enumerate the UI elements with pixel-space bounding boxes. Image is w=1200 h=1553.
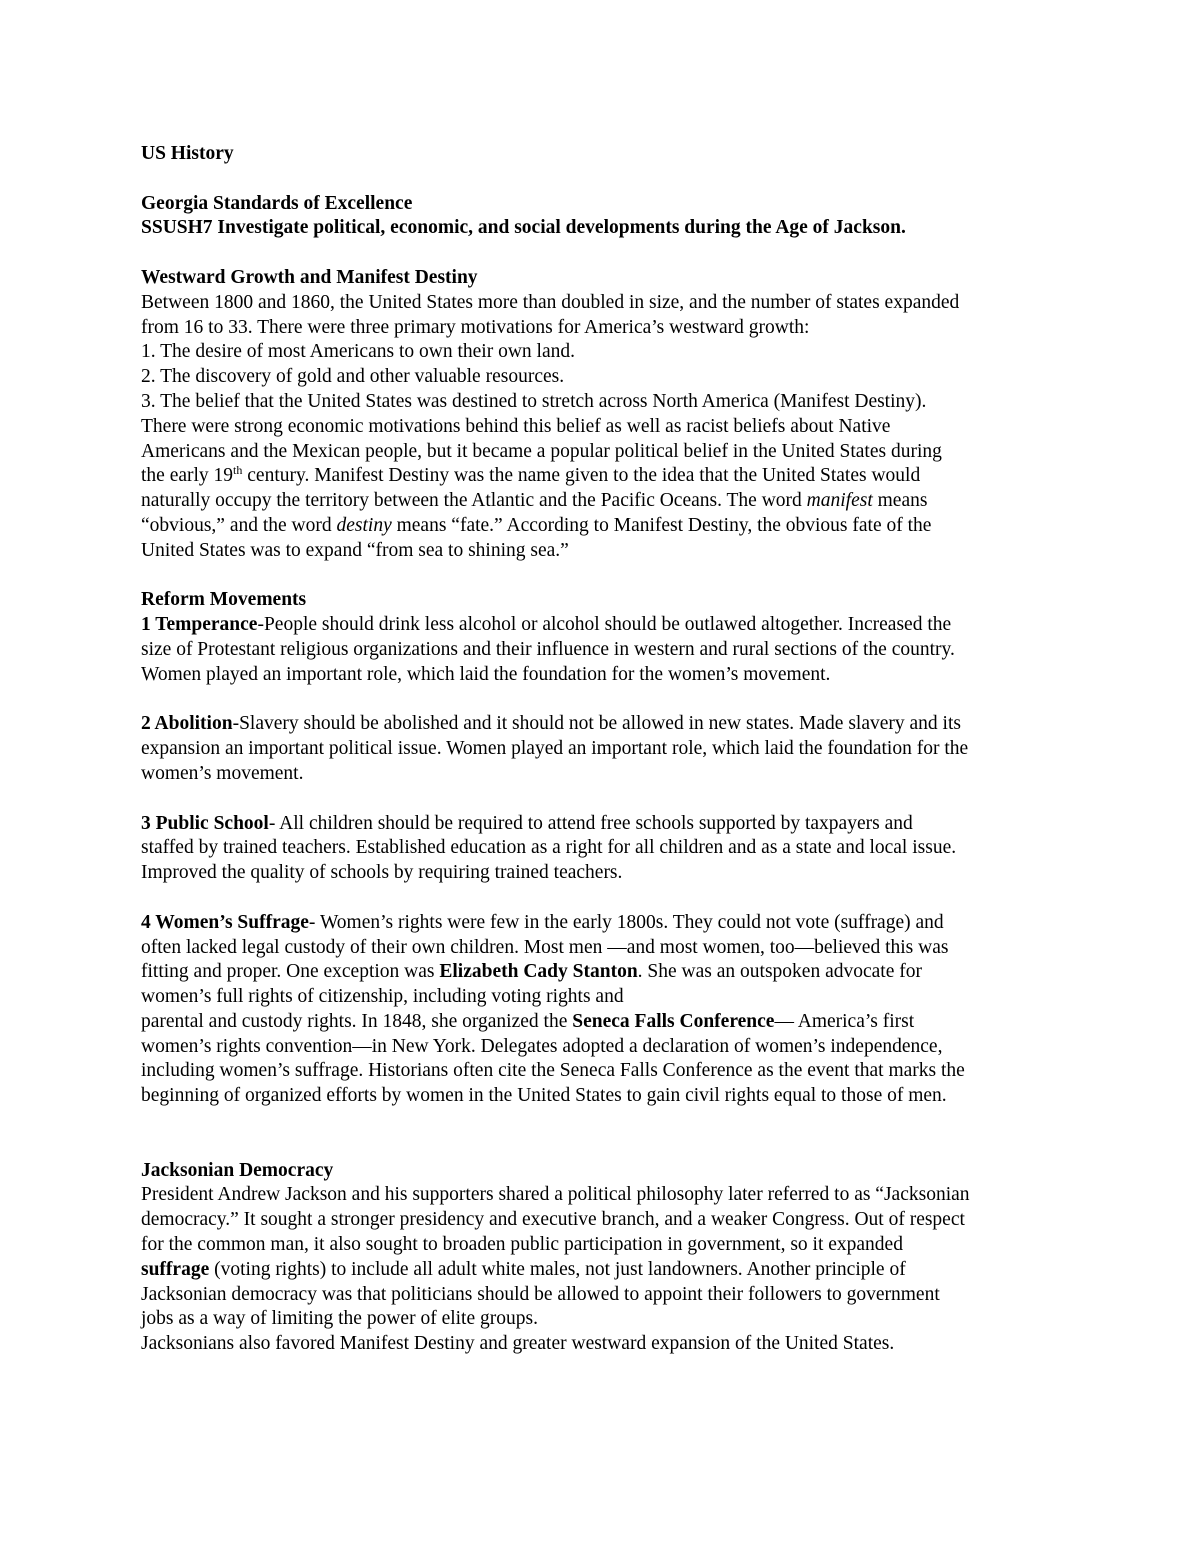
motivation-item: 3. The belief that the United States was destined to stretch across North America (Manifest Destiny). (141, 390, 927, 412)
text-span: means “fate.” According to Manifest Destiny, the obvious fate of the (391, 514, 932, 536)
ordinal-superscript: th (233, 463, 243, 478)
public-school-line: staffed by trained teachers. Established education as a right for all children and as a state and local issue. (141, 837, 957, 859)
westward-paragraph-line: There were strong economic motivations behind this belief as well as racist beliefs about Native (141, 415, 891, 437)
jacksonian-line: President Andrew Jackson and his supporters shared a political philosophy later referred to as “Jacksonian (141, 1184, 970, 1206)
suffrage-label: 4 Women’s Suffrage (141, 911, 309, 933)
public-school-label: 3 Public School (141, 812, 269, 834)
suffrage-line (141, 911, 1071, 936)
document-body (141, 142, 1071, 1357)
jacksonian-line: for the common man, it also sought to broaden public participation in government, so it expanded (141, 1234, 903, 1256)
text-span: century. Manifest Destiny was the name given to the idea that the United States would (242, 465, 921, 487)
abolition-line (141, 712, 1071, 737)
text-span: (voting rights) to include all adult white males, not just landowners. Another principle of (209, 1258, 906, 1280)
jacksonian-line (141, 1258, 1071, 1283)
suffrage-line: including women’s suffrage. Historians often cite the Seneca Falls Conference as the event that marks the (141, 1060, 965, 1082)
spacer (141, 1134, 1071, 1159)
temperance-line: Women played an important role, which laid the foundation for the women’s movement. (141, 663, 831, 685)
spacer (141, 1109, 1071, 1134)
text-span: . She was an outspoken advocate for (637, 961, 922, 983)
text-span: - Women’s rights were few in the early 1800s. They could not vote (suffrage) and (308, 911, 944, 933)
spacer (141, 787, 1071, 812)
text-span: naturally occupy the territory between the Atlantic and the Pacific Oceans. The word (141, 490, 807, 512)
westward-heading: Westward Growth and Manifest Destiny (141, 266, 478, 288)
text-span: - All children should be required to attend free schools supported by taxpayers and (268, 812, 913, 834)
motivation-item: 2. The discovery of gold and other valuable resources. (141, 366, 565, 388)
text-span: parental and custody rights. In 1848, she organized the (141, 1010, 573, 1032)
jacksonian-section (141, 1159, 1071, 1357)
spacer (141, 241, 1071, 266)
text-span: — America’s first (774, 1010, 915, 1032)
westward-section (141, 266, 1071, 564)
jacksonian-line: Jacksonian democracy was that politicians should be allowed to appoint their followers to government (141, 1283, 940, 1305)
abolition-line: women’s movement. (141, 762, 304, 784)
emphasis-manifest: manifest (806, 490, 873, 512)
westward-paragraph-line (141, 489, 1071, 514)
text-span: the early 19 (141, 465, 234, 487)
spacer (141, 886, 1071, 911)
seneca-falls-term: Seneca Falls Conference (572, 1010, 775, 1032)
abolition-line: expansion an important political issue. Women played an important role, which laid the foundation for the (141, 738, 969, 760)
jacksonian-line: jobs as a way of limiting the power of elite groups. (141, 1308, 538, 1330)
temperance-line: size of Protestant religious organizations and their influence in western and rural sections of the country. (141, 638, 955, 660)
spacer (141, 688, 1071, 713)
reform-section (141, 588, 1071, 1109)
spacer (141, 167, 1071, 192)
text-span: “obvious,” and the word (141, 514, 337, 536)
westward-paragraph-line: United States was to expand “from sea to shining sea.” (141, 539, 569, 561)
westward-intro-line: Between 1800 and 1860, the United States more than doubled in size, and the number of states expanded (141, 291, 960, 313)
jacksonian-line: democracy.” It sought a stronger presidency and executive branch, and a weaker Congress. Out of respect (141, 1209, 965, 1231)
public-school-line (141, 812, 1071, 837)
abolition-label: 2 Abolition (141, 713, 233, 735)
suffrage-line: beginning of organized efforts by women in the United States to gain civil rights equal to those of men. (141, 1085, 947, 1107)
document-title: US History (141, 143, 234, 164)
suffrage-line: often lacked legal custody of their own children. Most men —and most women, too—believed this was (141, 936, 949, 958)
suffrage-line: women’s rights convention—in New York. Delegates adopted a declaration of women’s independence, (141, 1035, 943, 1057)
stanton-name: Elizabeth Cady Stanton (439, 961, 638, 983)
jacksonian-heading: Jacksonian Democracy (141, 1159, 334, 1181)
public-school-line: Improved the quality of schools by requiring trained teachers. (141, 862, 623, 884)
standards-heading: Georgia Standards of Excellence (141, 192, 413, 214)
westward-intro-line: from 16 to 33. There were three primary motivations for America’s westward growth: (141, 316, 810, 338)
temperance-label: 1 Temperance (141, 614, 258, 636)
text-span: -People should drink less alcohol or alcohol should be outlawed altogether. Increased the (257, 614, 952, 636)
jacksonian-line: Jacksonians also favored Manifest Destiny and greater westward expansion of the United States. (141, 1333, 895, 1355)
westward-paragraph-line: Americans and the Mexican people, but it became a popular political belief in the United States during (141, 440, 942, 462)
suffrage-line (141, 960, 1071, 985)
suffrage-line (141, 1010, 1071, 1035)
text-span: fitting and proper. One exception was (141, 961, 440, 983)
emphasis-destiny: destiny (336, 514, 392, 536)
standard-code: SSUSH7 Investigate political, economic, and social developments during the Age of Jackson. (141, 217, 906, 239)
westward-paragraph-line (141, 464, 1071, 489)
temperance-line (141, 613, 1071, 638)
suffrage-term: suffrage (141, 1258, 210, 1280)
spacer (141, 564, 1071, 589)
text-span: -Slavery should be abolished and it should not be allowed in new states. Made slavery and its (232, 713, 961, 735)
reform-heading: Reform Movements (141, 589, 307, 611)
motivation-item: 1. The desire of most Americans to own their own land. (141, 341, 575, 363)
westward-paragraph-line (141, 514, 1071, 539)
text-span: means (872, 490, 928, 512)
suffrage-line: women’s full rights of citizenship, including voting rights and (141, 986, 624, 1008)
